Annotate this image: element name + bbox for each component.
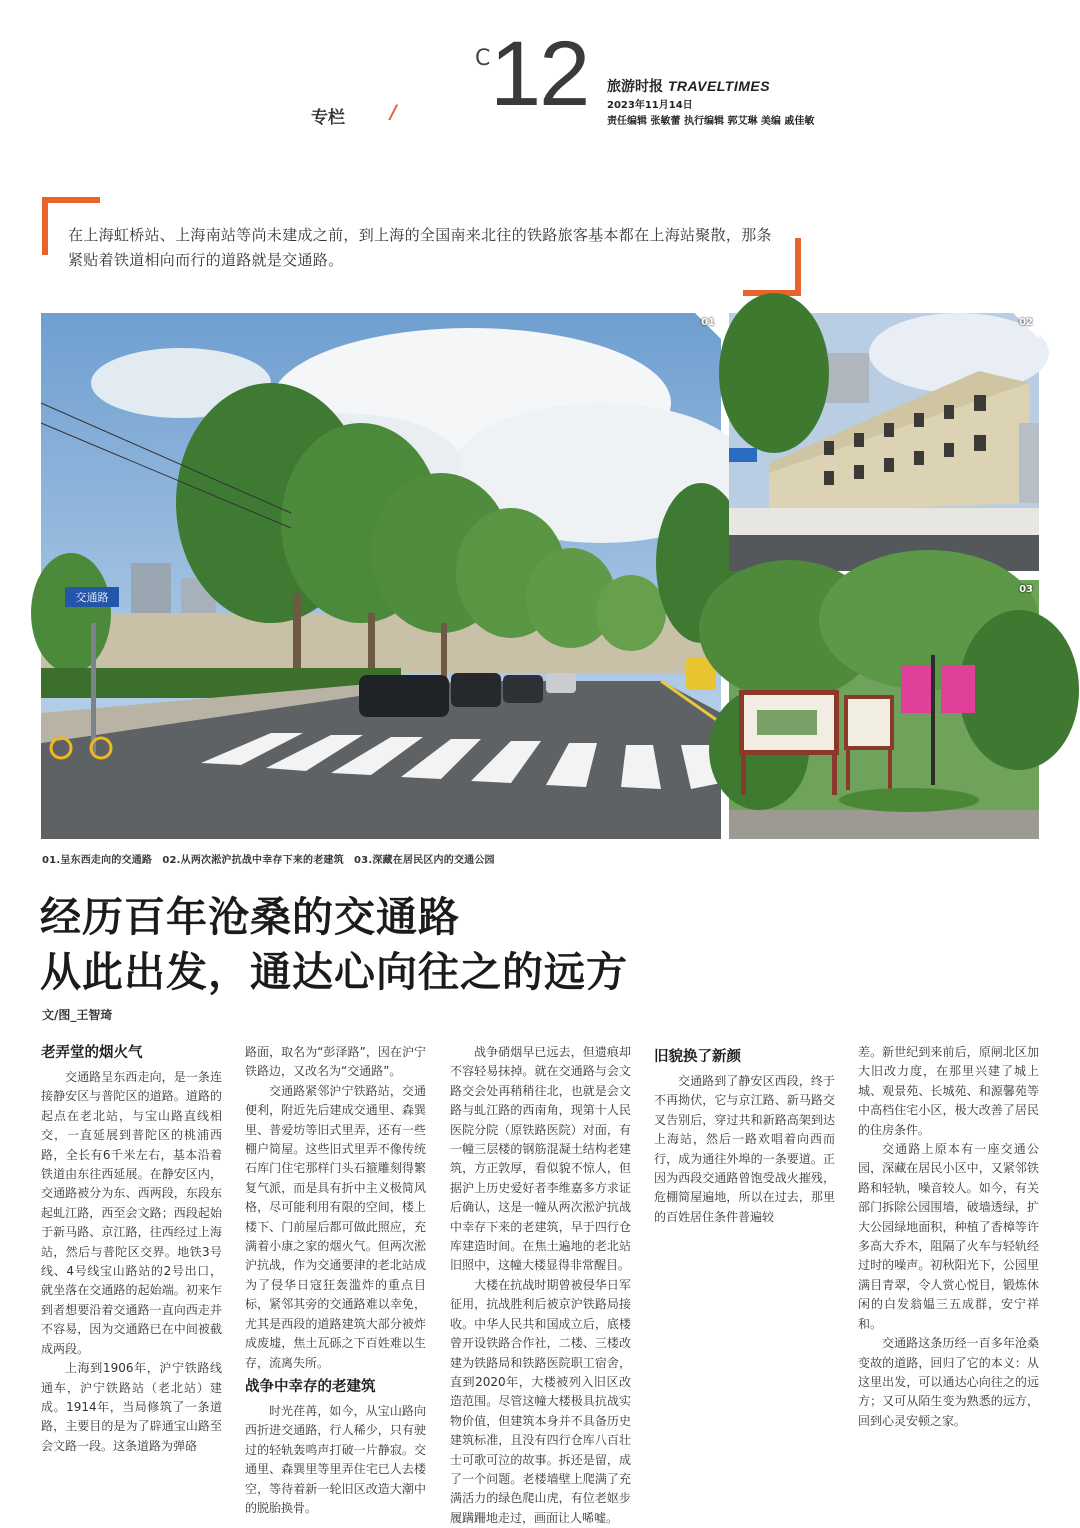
- body-paragraph: 战争硝烟早已远去，但遗痕却不容轻易抹掉。就在交通路与会文路交会处再稍稍往北，也就是会文路与虬江路的西南角，现第十人民医院分院（原铁路医院）对面，有一幢三层楼的钢筋混凝土结构老建筑，方正敦厚，看似貌不惊人，但据沪上历史爱好者李维嘉多方求证后确认，这是一幢从两次淞沪抗战中幸存下来的老建筑，早于四行仓库建造时间。在焦土遍地的老北站旧照中，这幢大楼显得非常醒目。: [450, 1045, 631, 1273]
- photo-number-02: 02: [1019, 317, 1033, 328]
- editors-credit: 责任编辑 张敏蕾 执行编辑 郭艾琳 美编 戚佳敏: [607, 116, 815, 127]
- body-paragraph: 路面，取名为“彭泽路”，因在沪宁铁路边，又改名为“交通路”。: [245, 1045, 426, 1079]
- newspaper-brand: [607, 76, 770, 96]
- photo-park: [729, 580, 1039, 839]
- subheading-old-lanes: 老弄堂的烟火气: [41, 1044, 143, 1061]
- page-letter: C: [475, 46, 491, 71]
- brand-en: TRAVELTIMES: [667, 78, 771, 94]
- subheading-new-look: 旧貌换了新颜: [654, 1048, 741, 1065]
- body-column-3: [450, 1043, 631, 1525]
- body-paragraph: 上海到1906年，沪宁铁路线通车，沪宁铁路站（老北站）建成。1914年，当局修筑了一条道路，主要目的是为了辟通宝山路至会文路一段。这条道路为弹硌: [41, 1361, 222, 1453]
- subheading-surviving-building: 战争中幸存的老建筑: [245, 1377, 376, 1395]
- photo-caption: 01.呈东西走向的交通路 02.从两次淞沪抗战中幸存下来的老建筑 03.深藏在居民区内的交通公园: [42, 855, 495, 866]
- photo-number-03: 03: [1019, 584, 1033, 595]
- body-paragraph: 交通路紧邻沪宁铁路站，交通便利，附近先后建成交通里、森巽里、普爱坊等旧式里弄，还有一些棚户简屋。这些旧式里弄不像传统石库门住宅那样门头石箍雕刻得繁复气派，而是具有折中主义极简风格，尽可能利用有限的空间，楼上楼下、门前屋后都可做此照应，充满着小康之家的烟火气。但两次淞沪抗战，作为交通要津的老北站成为了侵华日寇狂轰滥炸的重点目标，紧邻其旁的交通路难以幸免，尤其是西段的道路建筑大部分被炸成废墟，焦土瓦砾之下百姓难以生存，流离失所。: [245, 1083, 426, 1370]
- byline: 文/图_王智琦: [42, 1008, 113, 1022]
- body-paragraph: 交通路到了静安区西段，终于不再拗伏，它与京江路、新马路交叉告别后，穿过共和新路高架到达上海站，然后一路欢唱着向西而行，成为通往外埠的一条要道。正因为西段交通路曾饱受战火摧残，危棚简屋遍地，所以在过去，那里的百姓居住条件普遍较: [654, 1074, 835, 1224]
- brand-cn: 旅游时报: [607, 79, 663, 95]
- headline-line-2: 从此出发，通达心向往之的远方: [40, 948, 628, 996]
- body-column-1: [41, 1043, 222, 1483]
- body-column-4: [654, 1043, 835, 1483]
- lead-paragraph: 在上海虹桥站、上海南站等尚未建成之前，到上海的全国南来北往的铁路旅客基本都在上海站聚散，那条紧贴着铁道相向而行的道路就是交通路。: [68, 226, 772, 269]
- body-paragraph: 交通路呈东西走向，是一条连接静安区与普陀区的道路。道路的起点在老北站，与宝山路直线相交，一直延展到普陀区的桃浦西路，全长有6千米左右，基本沿着铁道由东往西延展。在静安区内，交通路被分为东、西两段，东段东起虬江路，西至会文路；西段起始于新马路、京江路，往西经过上海站，然后与普陀区交界。地铁3号线、4号线宝山路站的2号出口，就坐落在交通路的起始端。初来乍到者想要沿着交通路一直向西走并不容易，因为交通路已在中间被截成两段。: [41, 1070, 222, 1356]
- body-paragraph: 时光荏苒，如今，从宝山路向西折进交通路，行人稀少，只有驶过的轻轨轰鸣声打破一片静寂。交通里、森巽里等里弄住宅已人去楼空，等待着新一轮旧区改造大潮中的脱胎换骨。: [245, 1403, 426, 1515]
- body-paragraph: 交通路这条历经一百多年沧桑变故的道路，回归了它的本义：从这里出发，可以通达心向往之的远方；又可从陌生变为熟悉的远方，回到心灵安顿之家。: [858, 1336, 1039, 1428]
- headline-line-1: 经历百年沧桑的交通路: [40, 893, 460, 941]
- body-paragraph: 交通路上原本有一座交通公园，深藏在居民小区中，又紧邻铁路和轻轨，噪音较人。如今，有关部门拆除公园围墙，破墙透绿，扩大公园绿地面积，种植了香樟等许多高大乔木，阻隔了火车与轻轨经过时的噪声。初秋阳光下，公园里满目青翠，令人赏心悦目，锻炼休闲的白发翁媪三五成群，安宁祥和。: [858, 1142, 1039, 1331]
- photo-street: [41, 313, 721, 839]
- body-paragraph: 差。新世纪到来前后，原闸北区加大旧改力度，在那里兴建了城上城、观景苑、长城苑、和源馨苑等中高档住宅小区，极大改善了居民的住房条件。: [858, 1045, 1039, 1137]
- photo-number-01: 01: [701, 317, 715, 328]
- body-paragraph: 大楼在抗战时期曾被侵华日军征用，抗战胜利后被京沪铁路局接收。中华人民共和国成立后，底楼曾开设铁路合作社，二楼、三楼改建为铁路局和铁路医院职工宿舍，直到2020年，大楼被列入旧区改造范围。尽管这幢大楼极具抗战实物价值，但建筑本身并不具备历史建筑标准，且没有四行仓库八百壮士可歌可泣的故事。拆还是留，成了一个问题。老楼墙壁上爬满了充满活力的绿色爬山虎，有位老妪步履蹒跚地走过，画面让人唏嘘。: [450, 1277, 631, 1525]
- page-number: 12: [490, 23, 589, 125]
- section-label: 专栏: [311, 108, 345, 128]
- section-slash: /: [390, 101, 397, 123]
- photo-old-building: [729, 313, 1039, 571]
- street-sign-text: 交通路: [75, 591, 109, 604]
- body-column-2: [245, 1043, 426, 1515]
- body-column-5: [858, 1043, 1039, 1483]
- headline: [40, 890, 628, 1000]
- issue-date: 2023年11月14日: [607, 100, 693, 111]
